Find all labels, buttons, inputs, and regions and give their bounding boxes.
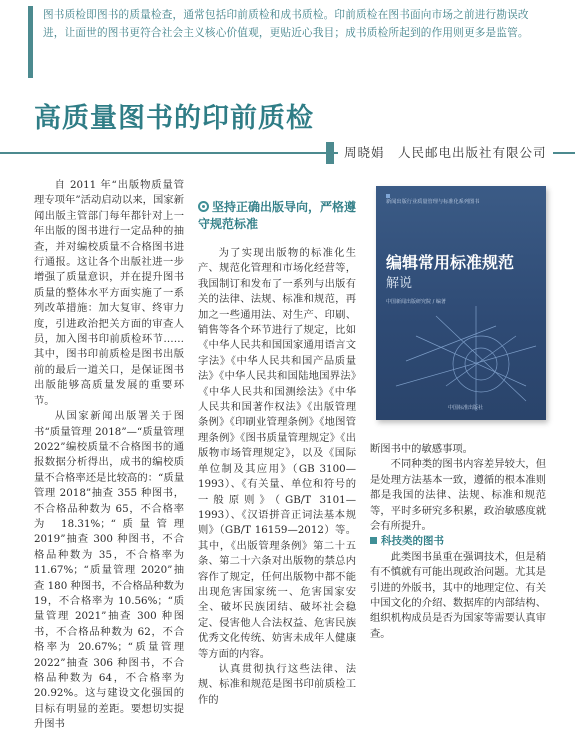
article-abstract [28, 6, 548, 78]
section-heading [198, 199, 356, 233]
abstract-text: 图书质检即图书的质量检查，通常包括印前质检和成书质检。印前质检在图书面向市场之前进行勘误改进，让面世的图书更符合社会主义核心价值观，更贴近心我目；成书质检所起到的作用则更多是监管。 [43, 9, 529, 39]
target-icon [198, 201, 209, 212]
column-2 [198, 246, 356, 708]
book-publisher: 中国标准出版社 [448, 405, 484, 411]
paragraph: 认真贯彻执行这些法律、法规、标准和规范是图书印前质检工作的 [198, 662, 356, 706]
paragraph: 此类图书虽重在强调技术，但是稍有不慎就有可能出现政治问题。尤其是引进的外版书，其中的地理定位、有关中国文化的介绍、数据库的内部结构、组织机构成员是否为国家等需要认真审查。 [370, 550, 546, 640]
paragraph: 不同种类的图书内容差异较大，但是处理方法基本一致，遵循的根本准则都是我国的法律、法规、标准和规范等，平时多研究多积累，政治敏感度就会有所提升。 [370, 458, 546, 533]
column-3 [370, 442, 546, 642]
book-series: 新闻出版行业质量管理与标准化系列图书 [386, 199, 480, 205]
book-author: 中国新闻出版研究院 / 编著 [386, 299, 446, 305]
paragraph: 从国家新闻出版署关于图书“质量管理 2018”—“质量管理 2022”编校质量不合格图书的通报数据分析得出，成书的编校质量不合格率还是比较高的：“质量管理 2018”抽查 355 种图书，不合格品种数为 65，不合格率为 18.31%；“质量管理 2019”抽查 300 种图书，不合格品种数为 35，不合格率为 11.67%；“质量管理 2020”抽查 180 种图书，不合格品种数为 19，不合格率为 10.56%；“质量管理 2021”抽查 300 种图书，不合格品种数为 62，不合格率为 20.67%；“质量管理 2022”抽查 306 种图书，不合格品种数为 64，不合格率为 20.92%。这与建设文化强国的目标有明显的差距。要想切实提升图书 [34, 410, 184, 731]
book-subtitle: 解说 [386, 276, 413, 291]
article-title: 高质量图书的印前质检 [34, 103, 314, 134]
square-bullet-icon [370, 537, 377, 544]
subsection-heading: 科技类的图书 [370, 534, 546, 549]
paragraph: 断图书中的敏感事项。 [370, 443, 473, 455]
paragraph: 为了实现出版物的标准化生产、规范化管理和市场化经营等，我国制订和发布了一系列与出版有关的法律、法规、标准和规范，再加之一些通用法、对生产、印刷、销售等各个环节进行了规定，比如《中华人民共和国国家通用语言文字法》《中华人民共和国产品质量法》《中华人民共和国陆地国界法》《中华人民共和国测绘法》《中华人民共和国著作权法》《出版管理条例》《印刷业管理条例》《地图管理条例》《图书质量管理规定》《出版物市场管理规定》，以及《国际单位制及其应用》（GB 3100—1993）、《有关量、单位和符号的一般原则》（GB/T 3101—1993）、《汉语拼音正词法基本规则》（GB/T 16159—2012）等。其中，《出版管理条例》第二十五条、第二十六条对出版物的禁总内容作了规定，任何出版物中都不能出现危害国家统一、危害国家安全、破坏民族团结、破坏社会稳定、侵害他人合法权益、危害民族优秀文化传统、妨害未成年人健康等方面的内容。 [198, 247, 356, 660]
rule-marker [326, 142, 334, 164]
book-title: 编辑常用标准规范 [386, 253, 515, 272]
section-heading-text: 坚持正确出版导向，严格遵守规范标准 [198, 200, 357, 231]
book-cover-image [376, 186, 546, 420]
author-byline: 周晓娟 人民邮电出版社有限公司 [338, 143, 553, 161]
column-1 [34, 178, 184, 733]
paragraph: 自 2011 年“出版物质量管理专项年”活动启动以来，国家新闻出版主管部门每年都针对上一年出版的图书进行一定品种的抽查，并对编校质量不合格图书进行通报。这让各个出版社进一步增强了质量意识，并在提升图书质量的整体水平方面实施了一系列改革措施：加大复审、终审力度，引进政治把关方面的审查人员，加入图书印前质检环节……其中，图书印前质检是图书出版前的最后一道关口，是保证图书出版能够高质量发展的重要环节。 [34, 179, 184, 407]
